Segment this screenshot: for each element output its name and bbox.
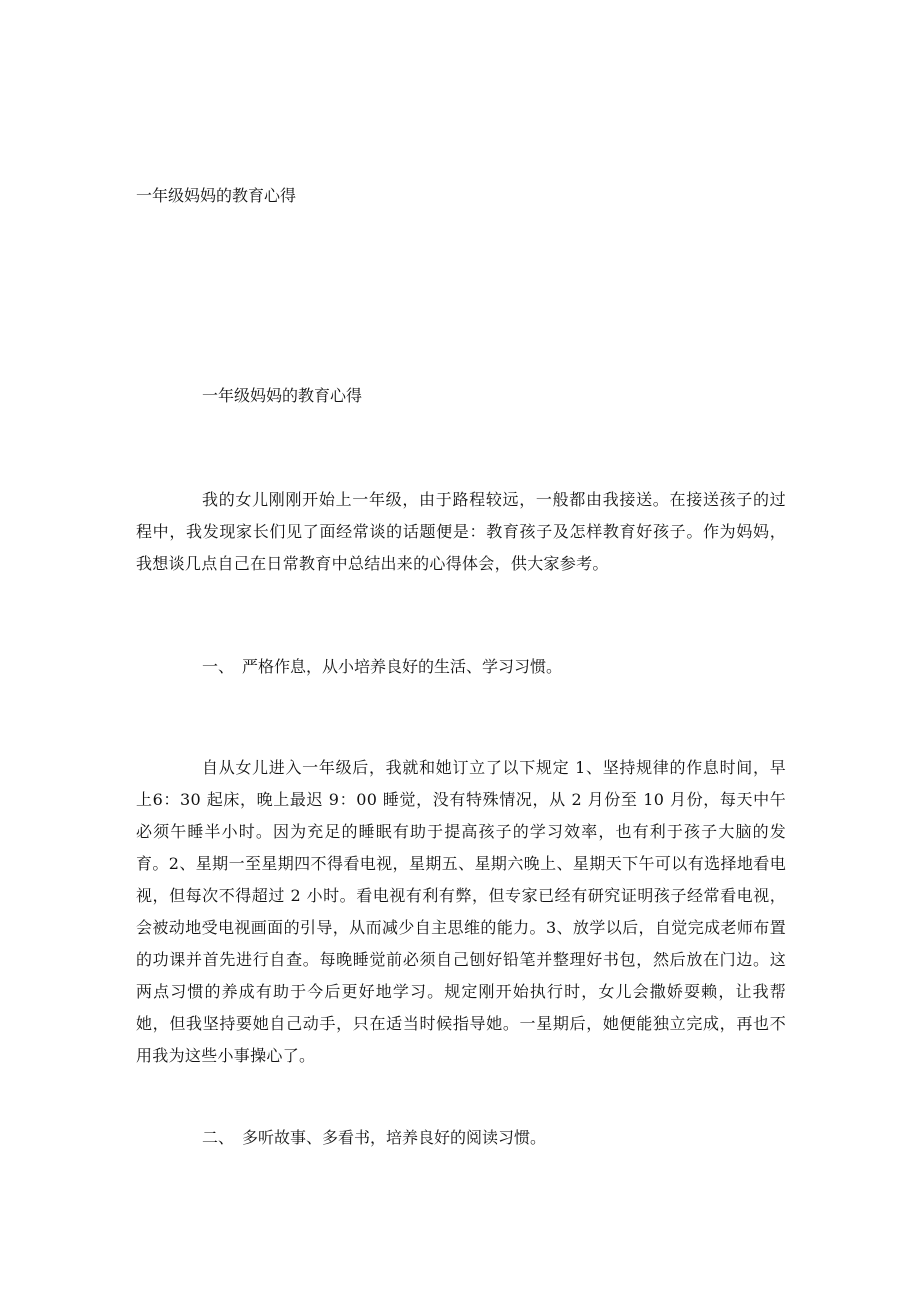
section-heading-text-1: 严格作息，从小培养良好的生活、学习习惯。 (242, 657, 563, 676)
section-number-1: 一、 (202, 657, 235, 676)
section-heading-1 (202, 654, 562, 680)
section-body-1: 自从女儿进入一年级后，我就和她订立了以下规定 1、坚持规律的作息时间，早上6：30 起床，晚上最迟 9：00 睡觉，没有特殊情况，从 2 月份至 10 月份，每天中午必须午睡半小时。因为充足的睡眠有助于提高孩子的学习效率，也有利于孩子大脑的发育。2、星期一至星期四不得看电视，星期五、星期六晚上、星期天下午可以有选择地看电视，但每次不得超过 2 小时。看电视有利有弊，但专家已经有研究证明孩子经常看电视，会被动地受电视画面的引导，从而减少自主思维的能力。3、放学以后，自觉完成老师布置的功课并首先进行自查。每晚睡觉前必须自己刨好铅笔并整理好书包，然后放在门边。这两点习惯的养成有助于今后更好地学习。规定刚开始执行时，女儿会撒娇耍赖，让我帮她，但我坚持要她自己动手，只在适当时候指导她。一星期后，她便能独立完成，再也不用我为这些小事操心了。 (136, 758, 786, 1065)
page-title: 一年级妈妈的教育心得 (202, 386, 363, 405)
intro-paragraph: 我的女儿刚刚开始上一年级，由于路程较远，一般都由我接送。在接送孩子的过程中，我发现家长们见了面经常谈的话题便是：教育孩子及怎样教育好孩子。作为妈妈，我想谈几点自己在日常教育中总结出来的心得体会，供大家参考。 (136, 490, 786, 573)
section-heading-2 (202, 1125, 546, 1151)
section-number-2: 二、 (202, 1128, 235, 1147)
header-title: 一年级妈妈的教育心得 (136, 186, 297, 205)
section-heading-text-2: 多听故事、多看书，培养良好的阅读习惯。 (242, 1128, 547, 1147)
